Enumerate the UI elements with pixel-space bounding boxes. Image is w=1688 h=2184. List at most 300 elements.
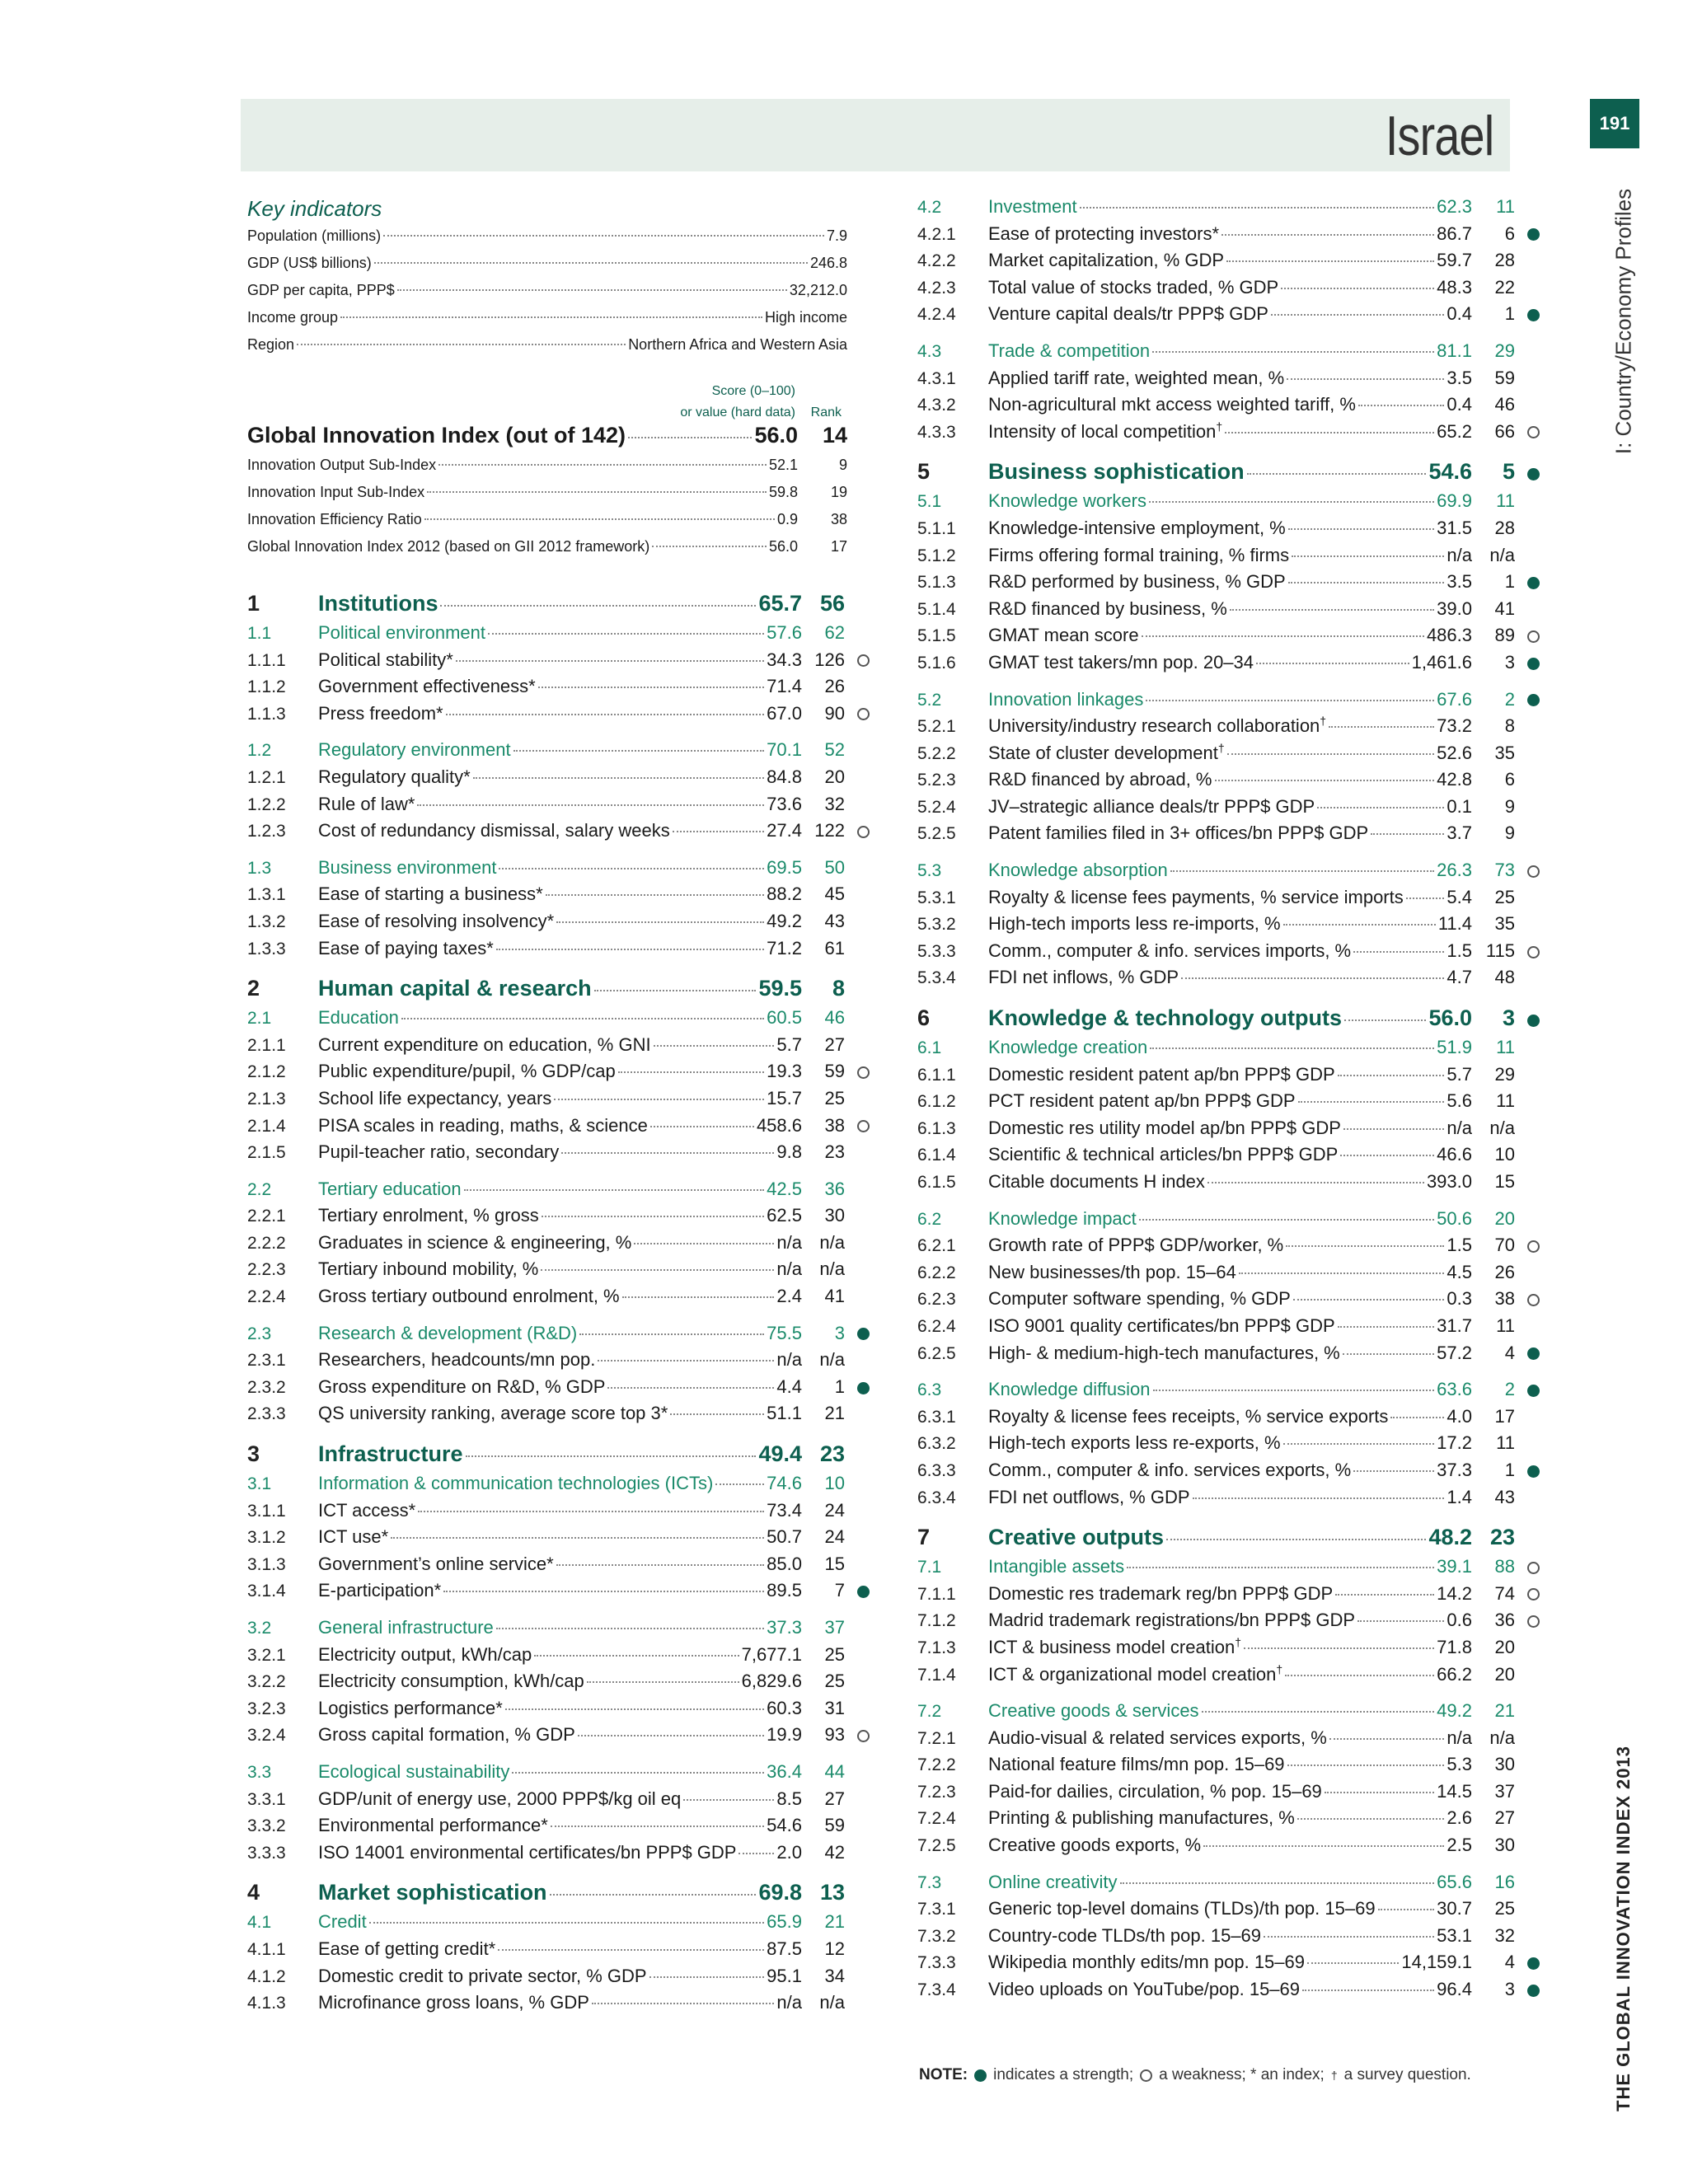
indicator-code: 2.2.4	[247, 1287, 286, 1307]
indicator-rank: 30	[1494, 1835, 1515, 1856]
dot-leader	[1287, 1765, 1445, 1766]
header-band	[241, 99, 1510, 171]
indicator-value: 60.5	[767, 1007, 802, 1029]
indicator-rank: 29	[1494, 340, 1515, 361]
key-indicator-value: 246.8	[809, 255, 847, 271]
indicator-value: 0.1	[1447, 795, 1472, 817]
dot-leader	[561, 1152, 774, 1154]
indicator-row	[917, 740, 1540, 767]
indicator-mark	[1515, 1286, 1540, 1313]
side-section-text: I: Country/Economy Profiles	[1611, 188, 1636, 455]
indicator-value: 2.5	[1447, 1835, 1472, 1856]
indicator-label: Paid-for dailies, circulation, % pop. 15–69	[988, 1780, 1322, 1802]
indicator-row	[917, 1430, 1540, 1457]
indicator-rank: 27	[824, 1788, 845, 1809]
indicator-mark	[1515, 1976, 1540, 2004]
indicator-code: 4.1	[247, 1913, 272, 1933]
dot-leader	[1247, 473, 1427, 475]
gii-sub-label: Global Innovation Index 2012 (based on GII 2012 framework)	[247, 538, 650, 555]
row-gap	[917, 328, 1540, 338]
indicator-mark	[845, 818, 870, 845]
indicator-label: Rule of law*	[318, 793, 415, 814]
dot-leader	[1120, 1882, 1435, 1884]
indicator-value: 51.1	[767, 1403, 802, 1424]
indicator-code: 6.1.4	[917, 1146, 956, 1165]
indicator-label: Graduates in science & engineering, %	[318, 1231, 632, 1253]
indicator-rank: 46	[824, 1007, 845, 1029]
indicator-label: Knowledge creation	[988, 1037, 1148, 1058]
indicator-code: 6.2	[917, 1209, 942, 1229]
indicator-rank: 74	[1494, 1582, 1515, 1604]
indicator-mark	[1515, 1340, 1540, 1367]
indicator-value: 96.4	[1437, 1979, 1472, 2000]
key-indicator-value: 32,212.0	[789, 282, 847, 298]
indicator-rank: n/a	[819, 1258, 845, 1280]
indicator-value: 7,677.1	[741, 1643, 802, 1665]
strength-dot-icon	[1527, 228, 1540, 241]
indicator-row	[247, 1524, 870, 1551]
indicator-code: 7.3.2	[917, 1926, 956, 1946]
indicator-rank: 21	[824, 1403, 845, 1424]
indicator-label: Knowledge-intensive employment, %	[988, 517, 1286, 538]
dot-leader	[1256, 663, 1409, 664]
indicator-value: 31.7	[1437, 1315, 1472, 1336]
key-indicator-row	[247, 331, 847, 359]
indicator-rank: 22	[1494, 276, 1515, 298]
indicator-rank: 3	[1502, 1005, 1515, 1031]
indicator-label: Ease of resolving insolvency*	[318, 910, 555, 931]
indicator-value: 4.5	[1447, 1261, 1472, 1282]
subpillar-row	[917, 1034, 1540, 1062]
pillar-row	[247, 1876, 870, 1909]
indicator-rank: 89	[1494, 625, 1515, 646]
indicator-row	[917, 596, 1540, 623]
indicator-label: Patent families filed in 3+ offices/bn PPP$ GDP	[988, 823, 1369, 844]
indicator-label: Human capital & research	[318, 976, 592, 1001]
indicator-rank: 20	[1494, 1207, 1515, 1229]
strength-dot-icon	[857, 1328, 870, 1340]
indicator-row	[247, 935, 870, 963]
dot-leader	[512, 1772, 764, 1774]
indicator-rank: 90	[824, 702, 845, 724]
indicator-label: Innovation linkages	[988, 688, 1144, 710]
indicator-code: 5.2.2	[917, 743, 956, 763]
indicator-code: 3.1.4	[247, 1582, 286, 1601]
indicator-code: 1.2	[247, 741, 272, 761]
indicator-label: New businesses/th pop. 15–64	[988, 1261, 1236, 1282]
indicator-label: Scientific & technical articles/bn PPP$ GDP	[988, 1144, 1339, 1165]
indicator-label: Logistics performance*	[318, 1697, 503, 1718]
dot-leader	[505, 1708, 764, 1710]
indicator-label: Regulatory quality*	[318, 766, 471, 787]
indicator-code: 4.3.3	[917, 422, 956, 442]
indicator-label: Ecological sustainability	[318, 1760, 510, 1782]
dagger-symbol: †	[1217, 741, 1225, 755]
gii-sub-label: Innovation Efficiency Ratio	[247, 511, 422, 527]
indicator-value: 69.5	[767, 856, 802, 878]
indicator-value: 57.6	[767, 622, 802, 643]
dot-leader	[1239, 1272, 1445, 1274]
indicator-row	[917, 1340, 1540, 1367]
indicator-rank: 126	[814, 649, 845, 670]
indicator-row	[917, 301, 1540, 328]
indicator-label: Comm., computer & info. services exports, %	[988, 1459, 1352, 1480]
indicator-code: 5.2.1	[917, 717, 956, 737]
indicator-mark	[1515, 1949, 1540, 1976]
indicator-label: Government’s online service*	[318, 1553, 554, 1574]
indicator-rank: 61	[824, 937, 845, 958]
dot-leader	[1227, 753, 1435, 755]
indicator-code: 6.3.1	[917, 1407, 956, 1427]
indicator-label: E-participation*	[318, 1580, 442, 1601]
strength-dot-icon	[1527, 694, 1540, 706]
indicator-value: 42.5	[767, 1178, 802, 1199]
gii-sub-value: 0.9	[776, 511, 798, 527]
indicator-label: School life expectancy, years	[318, 1087, 552, 1108]
subpillar-row	[247, 1005, 870, 1032]
dot-leader	[464, 1189, 765, 1191]
indicator-row	[247, 1032, 870, 1059]
indicator-rank: 44	[824, 1760, 845, 1782]
indicator-label: Online creativity	[988, 1871, 1118, 1892]
gii-sub-value: 52.1	[768, 457, 798, 473]
row-gap	[247, 727, 870, 737]
indicator-value: 15.7	[767, 1087, 802, 1108]
indicator-rank: 43	[824, 910, 845, 931]
indicator-label: Gross capital formation, % GDP	[318, 1724, 575, 1746]
indicator-code: 6.2.3	[917, 1290, 956, 1310]
indicator-row	[247, 764, 870, 791]
indicator-code: 2.3.3	[247, 1404, 286, 1424]
dot-leader	[446, 714, 765, 715]
indicator-label: Knowledge diffusion	[988, 1379, 1151, 1400]
strength-dot-icon	[857, 1382, 870, 1394]
indicator-value: 89.5	[767, 1580, 802, 1601]
weakness-circle-icon	[1527, 1588, 1540, 1601]
gii-sub-row	[247, 533, 847, 560]
indicator-rank: 11	[1496, 1090, 1515, 1112]
indicator-code: 3.2	[247, 1619, 272, 1638]
indicator-mark	[1515, 938, 1540, 965]
indicator-value: 62.5	[767, 1205, 802, 1226]
dot-leader	[1307, 1962, 1399, 1964]
indicator-value: 56.0	[1428, 1005, 1472, 1031]
indicator-label: Government effectiveness*	[318, 676, 536, 697]
indicator-rank: 37	[824, 1617, 845, 1638]
indicator-value: 62.3	[1437, 196, 1472, 217]
dot-leader	[466, 1455, 757, 1457]
indicator-row	[247, 673, 870, 701]
indicator-rank: 2	[1504, 688, 1515, 710]
indicator-mark	[845, 647, 870, 674]
weakness-circle-icon	[1527, 1615, 1540, 1628]
indicator-value: 71.2	[767, 937, 802, 958]
indicator-code: 1.2.1	[247, 767, 286, 787]
indicator-code: 7.2	[917, 1702, 942, 1722]
dot-leader	[427, 491, 767, 493]
side-publication-label	[1595, 1746, 1653, 2111]
indicator-row	[917, 911, 1540, 938]
indicator-rank: 73	[1494, 860, 1515, 881]
indicator-row	[917, 1232, 1540, 1259]
indicator-mark	[1515, 221, 1540, 248]
strength-dot-icon	[1527, 1385, 1540, 1397]
indicator-code: 4.2	[917, 198, 942, 217]
indicator-row	[247, 1139, 870, 1166]
indicator-label: ICT access*	[318, 1499, 416, 1521]
indicator-rank: 25	[1494, 1898, 1515, 1919]
dot-leader	[587, 1681, 739, 1683]
indicator-rank: n/a	[1489, 1727, 1515, 1748]
indicator-label: JV–strategic alliance deals/tr PPP$ GDP	[988, 795, 1315, 817]
indicator-code: 5.2.4	[917, 797, 956, 817]
side-section-label	[1595, 188, 1653, 455]
indicator-code: 4.3.2	[917, 396, 956, 415]
dot-leader	[1281, 288, 1434, 289]
indicator-label: Electricity output, kWh/cap	[318, 1643, 532, 1665]
indicator-rank: 35	[1494, 913, 1515, 935]
indicator-rank: 3	[834, 1322, 845, 1343]
indicator-label: Gross tertiary outbound enrolment, %	[318, 1286, 620, 1307]
dot-leader	[554, 1099, 764, 1100]
indicator-row	[917, 365, 1540, 392]
note-prefix: NOTE:	[919, 2066, 968, 2083]
indicator-rank: 45	[824, 883, 845, 905]
indicator-rank: 38	[1494, 1288, 1515, 1310]
indicator-code: 1.1.1	[247, 650, 286, 670]
dot-leader	[1353, 951, 1444, 953]
indicator-code: 2.1	[247, 1009, 272, 1029]
indicator-rank: 11	[1496, 490, 1515, 512]
indicator-label: Ease of paying taxes*	[318, 937, 494, 958]
indicator-value: 71.8	[1437, 1636, 1472, 1657]
indicator-rank: 11	[1496, 1315, 1515, 1336]
indicator-code: 4.2.1	[917, 224, 956, 244]
indicator-value: 39.1	[1437, 1556, 1472, 1577]
dot-leader	[1221, 234, 1434, 236]
dot-leader	[1080, 207, 1435, 209]
indicator-code: 4.2.4	[917, 305, 956, 325]
indicator-value: 1,461.6	[1411, 651, 1472, 673]
key-indicator-row	[247, 223, 847, 250]
indicator-label: Intangible assets	[988, 1556, 1125, 1577]
strength-dot-icon	[1527, 468, 1540, 480]
indicator-rank: 93	[824, 1724, 845, 1746]
indicator-mark	[1515, 1376, 1540, 1404]
indicator-row	[247, 1256, 870, 1283]
indicator-rank: 56	[819, 591, 845, 616]
indicator-label: Wikipedia monthly edits/mn pop. 15–69	[988, 1952, 1305, 1973]
dot-leader	[440, 605, 756, 607]
indicator-value: 39.0	[1437, 598, 1472, 619]
dot-leader	[1298, 1101, 1445, 1103]
indicator-rank: 11	[1496, 196, 1515, 217]
indicator-row	[247, 1786, 870, 1813]
indicator-row	[247, 791, 870, 818]
indicator-value: 486.3	[1426, 625, 1472, 646]
dagger-symbol: †	[1216, 419, 1223, 434]
indicator-rank: 15	[1494, 1171, 1515, 1192]
indicator-row	[917, 1115, 1540, 1142]
indicator-row	[247, 818, 870, 845]
indicator-code: 3.2.4	[247, 1726, 286, 1746]
indicator-value: n/a	[1447, 1727, 1472, 1748]
dot-leader	[297, 344, 626, 345]
dot-leader	[401, 1018, 764, 1019]
indicator-code: 1.1.2	[247, 677, 286, 697]
indicator-value: 17.2	[1437, 1432, 1472, 1454]
dot-leader	[1406, 898, 1445, 899]
indicator-label: Knowledge & technology outputs	[988, 1005, 1342, 1031]
indicator-value: 73.2	[1437, 715, 1472, 737]
dot-leader	[1287, 378, 1444, 380]
indicator-rank: 7	[834, 1580, 845, 1601]
indicator-label: Research & development (R&D)	[318, 1322, 578, 1343]
pillar-row	[247, 972, 870, 1005]
page-number: 191	[1590, 99, 1639, 148]
indicator-label: High-tech imports less re-imports, %	[988, 913, 1281, 935]
indicator-label: Ease of getting credit*	[318, 1938, 496, 1959]
dot-leader	[594, 990, 757, 991]
indicator-code: 2.2	[247, 1179, 272, 1199]
indicator-row	[917, 1976, 1540, 2004]
indicator-code: 1.3	[247, 858, 272, 878]
indicator-rank: 43	[1494, 1486, 1515, 1507]
dot-leader	[1340, 1155, 1434, 1156]
indicator-row	[917, 1404, 1540, 1431]
indicator-code: 2.3.1	[247, 1351, 286, 1371]
indicator-label: Domestic credit to private sector, % GDP	[318, 1965, 647, 1986]
indicator-rank: 29	[1494, 1063, 1515, 1085]
indicator-mark	[1515, 687, 1540, 714]
subpillar-row	[247, 855, 870, 882]
subpillar-row	[247, 1615, 870, 1642]
dot-leader	[1302, 1990, 1434, 1991]
indicator-rank: n/a	[1489, 544, 1515, 565]
indicator-code: 2.3	[247, 1324, 272, 1343]
subpillar-row	[247, 1320, 870, 1347]
indicator-label: Education	[318, 1007, 399, 1029]
indicator-label: Royalty & license fees receipts, % service exports	[988, 1405, 1389, 1427]
indicator-label: Political environment	[318, 622, 485, 643]
indicator-code: 5.1.6	[917, 653, 956, 673]
indicator-rank: 52	[824, 739, 845, 761]
pillar-row	[917, 455, 1540, 488]
indicator-rank: 17	[1494, 1405, 1515, 1427]
dot-leader	[550, 1894, 757, 1896]
indicator-label: State of cluster development†	[988, 741, 1225, 763]
indicator-value: 1.4	[1447, 1486, 1472, 1507]
indicator-row	[917, 1313, 1540, 1340]
dot-leader	[1153, 1390, 1435, 1391]
dot-leader	[1338, 1326, 1435, 1328]
key-indicators	[247, 194, 847, 359]
indicator-rank: 59	[824, 1061, 845, 1082]
gii-sub-label: Innovation Output Sub-Index	[247, 457, 437, 473]
side-publication-text: THE GLOBAL INNOVATION INDEX 2013	[1613, 1746, 1634, 2111]
indicator-mark	[1515, 649, 1540, 677]
dot-leader	[556, 921, 764, 923]
indicator-code: 3.3.3	[247, 1843, 286, 1863]
gii-sub-value: 59.8	[768, 484, 798, 500]
indicator-code: 1.1.3	[247, 704, 286, 724]
indicator-rank: 23	[819, 1441, 845, 1467]
indicator-code: 4	[247, 1880, 260, 1905]
indicator-value: 42.8	[1437, 769, 1472, 790]
indicator-row	[917, 713, 1540, 740]
dot-leader	[546, 894, 764, 896]
indicator-row	[917, 1581, 1540, 1608]
indicator-row	[917, 1779, 1540, 1806]
indicator-label: Intensity of local competition†	[988, 419, 1223, 442]
pillar-row	[917, 1521, 1540, 1554]
indicator-code: 5.1.4	[917, 599, 956, 619]
indicator-label: General infrastructure	[318, 1617, 494, 1638]
dot-leader	[456, 660, 764, 662]
subpillar-row	[247, 1470, 870, 1497]
indicator-value: n/a	[776, 1992, 802, 2013]
indicator-code: 6.2.1	[917, 1236, 956, 1256]
indicator-row	[917, 542, 1540, 569]
indicator-rank: 20	[1494, 1636, 1515, 1657]
indicator-label: Investment	[988, 196, 1077, 217]
indicator-label: Knowledge workers	[988, 490, 1146, 512]
indicator-code: 6.3.3	[917, 1460, 956, 1480]
dot-leader	[1230, 609, 1434, 611]
indicator-label: Market capitalization, % GDP	[988, 250, 1225, 271]
indicator-rank: 50	[824, 856, 845, 878]
subpillar-row	[917, 1206, 1540, 1233]
row-gap	[247, 1166, 870, 1176]
indicator-row	[917, 1896, 1540, 1923]
dot-leader	[1181, 977, 1444, 979]
indicator-label: Video uploads on YouTube/pop. 15–69	[988, 1979, 1301, 2000]
indicator-rank: 59	[1494, 367, 1515, 388]
indicator-value: 49.2	[767, 910, 802, 931]
dot-leader	[1150, 1047, 1434, 1049]
indicator-code: 1.2.3	[247, 822, 286, 841]
indicator-label: GMAT test takers/mn pop. 20–34	[988, 651, 1254, 673]
indicator-label: R&D financed by abroad, %	[988, 769, 1212, 790]
weakness-circle-icon	[1527, 630, 1540, 643]
indicator-rank: 28	[1494, 250, 1515, 271]
gii-main-label: Global Innovation Index (out of 142)	[247, 423, 626, 448]
dot-leader	[498, 1949, 764, 1951]
dot-leader	[1271, 314, 1444, 316]
dot-leader	[538, 687, 764, 688]
right-indicator-column	[917, 194, 1540, 2004]
indicator-value: 5.6	[1447, 1090, 1472, 1112]
indicator-code: 6.2.4	[917, 1316, 956, 1336]
dot-leader	[541, 1269, 774, 1271]
indicator-mark	[845, 1113, 870, 1140]
indicator-rank: 9	[1504, 823, 1515, 844]
indicator-label: PISA scales in reading, maths, & science	[318, 1114, 648, 1136]
indicator-value: 5.3	[1447, 1754, 1472, 1775]
indicator-value: n/a	[776, 1231, 802, 1253]
dot-leader	[1329, 726, 1434, 728]
dot-leader	[369, 1922, 764, 1924]
strength-dot-icon	[974, 2069, 987, 2082]
row-gap	[247, 1749, 870, 1759]
dot-leader	[438, 464, 767, 466]
indicator-code: 5.2.5	[917, 824, 956, 844]
indicator-code: 2.2.1	[247, 1207, 286, 1226]
indicator-label: Royalty & license fees payments, % service imports	[988, 886, 1404, 907]
indicator-value: 3.5	[1447, 367, 1472, 388]
indicator-label: Electricity consumption, kWh/cap	[318, 1671, 584, 1692]
indicator-code: 3.1.3	[247, 1554, 286, 1574]
